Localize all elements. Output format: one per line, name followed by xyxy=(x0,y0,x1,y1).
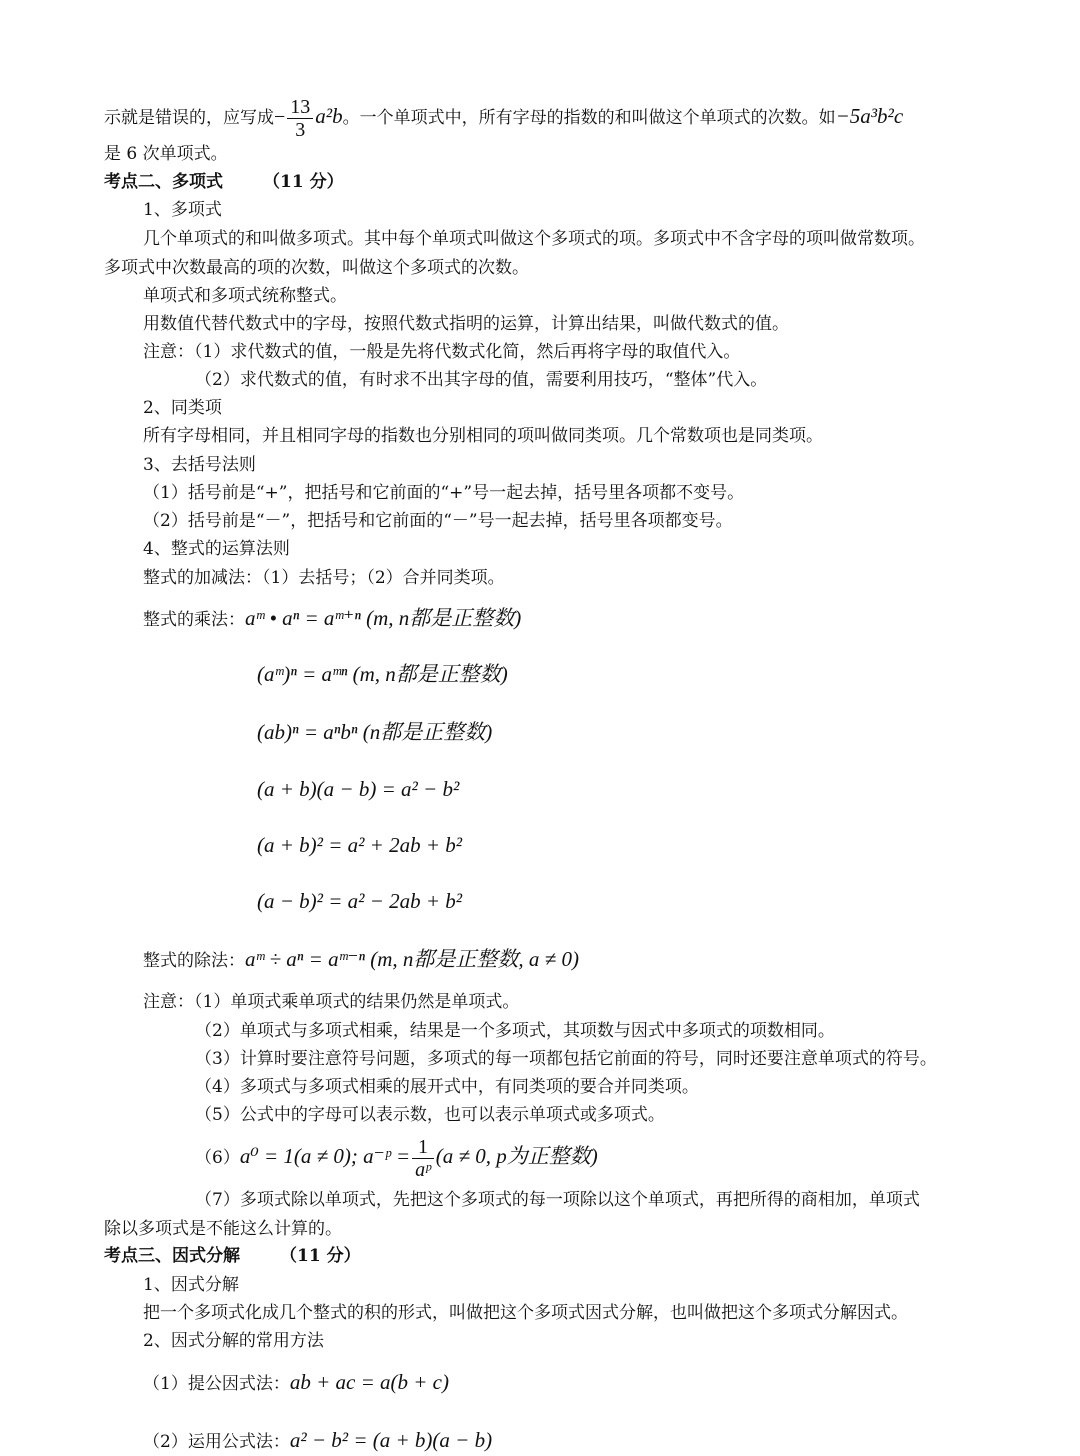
section2-sub4: 4、整式的运算法则 xyxy=(143,539,290,559)
method-2-formula: a² − b² = (a + b)(a − b) xyxy=(289,1428,493,1452)
note-3: （3）计算时要注意符号问题，多项式的每一项都包括它前面的符号，同时还要注意单项式的符号。 xyxy=(195,1049,937,1069)
note-6-formula-right: (a ≠ 0, p为正整数) xyxy=(435,1144,598,1168)
section2-sub3: 3、去括号法则 xyxy=(143,455,256,475)
factor-method-1 xyxy=(143,1370,449,1396)
formula-square-of-difference: (a − b)² = a² − 2ab + b² xyxy=(257,889,463,913)
div-formula-row xyxy=(143,947,579,973)
section2-p3: 用数值代替代数式中的字母，按照代数式指明的运算，计算出结果，叫做代数式的值。 xyxy=(143,314,789,334)
formula-power-product: aᵐ • aⁿ = aᵐ⁺ⁿ (m, n都是正整数) xyxy=(245,606,522,630)
note-7b: 除以多项式是不能这么计算的。 xyxy=(104,1219,342,1239)
note-5: （5）公式中的字母可以表示数，也可以表示单项式或多项式。 xyxy=(195,1105,665,1125)
section3-p1: 把一个多项式化成几个整式的积的形式，叫做把这个多项式因式分解，也叫做把这个多项式分解因式。 xyxy=(143,1303,908,1323)
bracket-rule-2: （2）括号前是“－”，把括号和它前面的“－”号一起去掉，括号里各项都变号。 xyxy=(143,511,733,531)
note-2: （2）单项式与多项式相乘，结果是一个多项式，其项数与因式中多项式的项数相同。 xyxy=(195,1021,835,1041)
fraction-denominator: 3 xyxy=(295,119,306,141)
section2-p4: 所有字母相同，并且相同字母的指数也分别相同的项叫做同类项。几个常数项也是同类项。 xyxy=(143,426,823,446)
section3-score: （11 分） xyxy=(280,1246,361,1266)
section3-sub2: 2、因式分解的常用方法 xyxy=(143,1331,324,1351)
example-term-5a3b2c: −5a³b²c xyxy=(835,104,904,128)
section2-sub1: 1、多项式 xyxy=(143,200,222,220)
section2-p1a: 几个单项式的和叫做多项式。其中每个单项式叫做这个多项式的项。多项式中不含字母的项叫做常数项。 xyxy=(143,229,925,249)
fraction-1-over-ap xyxy=(412,1136,434,1181)
intro-line1-mid: 。一个单项式中，所有字母的指数的和叫做这个单项式的次数。如 xyxy=(342,108,836,128)
example-term-a2b: a²b xyxy=(315,104,343,128)
section2-heading xyxy=(104,170,344,194)
note-6-label: （6） xyxy=(195,1148,240,1168)
coef-sign: − xyxy=(274,106,286,128)
method-2-label: （2）运用公式法： xyxy=(143,1432,290,1452)
note-4: （4）多项式与多项式相乘的展开式中，有同类项的要合并同类项。 xyxy=(195,1077,699,1097)
note-7a: （7）多项式除以单项式，先把这个多项式的每一项除以这个单项式，再把所得的商相加，单项式 xyxy=(195,1190,920,1210)
note-6-formula-left: a⁰ = 1(a ≠ 0); a⁻ᵖ = xyxy=(239,1144,411,1168)
intro-line-1 xyxy=(104,96,903,141)
mult-formula-row xyxy=(143,606,521,632)
method-1-formula: ab + ac = a(b + c) xyxy=(289,1370,449,1394)
section2-sub2: 2、同类项 xyxy=(143,398,222,418)
bracket-rule-1: （1）括号前是“+”，把括号和它前面的“+”号一起去掉，括号里各项都不变号。 xyxy=(143,483,745,503)
section3-sub1: 1、因式分解 xyxy=(143,1275,239,1295)
method-1-label: （1）提公因式法： xyxy=(143,1374,290,1394)
note-1: 注意：（1）单项式乘单项式的结果仍然是单项式。 xyxy=(143,992,520,1012)
note-6 xyxy=(195,1136,598,1181)
intro-line1-start: 示就是错误的，应写成 xyxy=(104,108,274,128)
fraction-denominator: aᵖ xyxy=(415,1159,431,1181)
formula-square-of-sum: (a + b)² = a² + 2ab + b² xyxy=(257,833,463,857)
section2-p2: 单项式和多项式统称整式。 xyxy=(143,286,347,306)
formula-power-quotient: aᵐ ÷ aⁿ = aᵐ⁻ⁿ (m, n都是正整数, a ≠ 0) xyxy=(245,947,579,971)
section2-title: 考点二、多项式 xyxy=(104,172,223,192)
mult-label: 整式的乘法： xyxy=(143,610,245,630)
add-rule: 整式的加减法：（1）去括号；（2）合并同类项。 xyxy=(143,568,505,588)
fraction-13-over-3 xyxy=(287,96,313,141)
formula-product-power: (ab)ⁿ = aⁿbⁿ (n都是正整数) xyxy=(257,720,493,744)
factor-method-2 xyxy=(143,1428,492,1454)
intro-line-2: 是 6 次单项式。 xyxy=(104,144,228,164)
div-label: 整式的除法： xyxy=(143,951,245,971)
formula-difference-of-squares: (a + b)(a − b) = a² − b² xyxy=(257,777,460,801)
section2-score: （11 分） xyxy=(263,172,344,192)
section3-title: 考点三、因式分解 xyxy=(104,1246,240,1266)
formula-power-of-power: (aᵐ)ⁿ = aᵐⁿ (m, n都是正整数) xyxy=(257,662,508,686)
section2-note2: （2）求代数式的值，有时求不出其字母的值，需要利用技巧，“整体”代入。 xyxy=(195,370,768,390)
section2-p1b: 多项式中次数最高的项的次数，叫做这个多项式的次数。 xyxy=(104,258,529,278)
fraction-numerator: 13 xyxy=(287,96,313,119)
section2-note1: 注意：（1）求代数式的值，一般是先将代数式化简，然后再将字母的取值代入。 xyxy=(143,342,741,362)
section3-heading xyxy=(104,1244,361,1268)
fraction-numerator: 1 xyxy=(412,1136,434,1159)
